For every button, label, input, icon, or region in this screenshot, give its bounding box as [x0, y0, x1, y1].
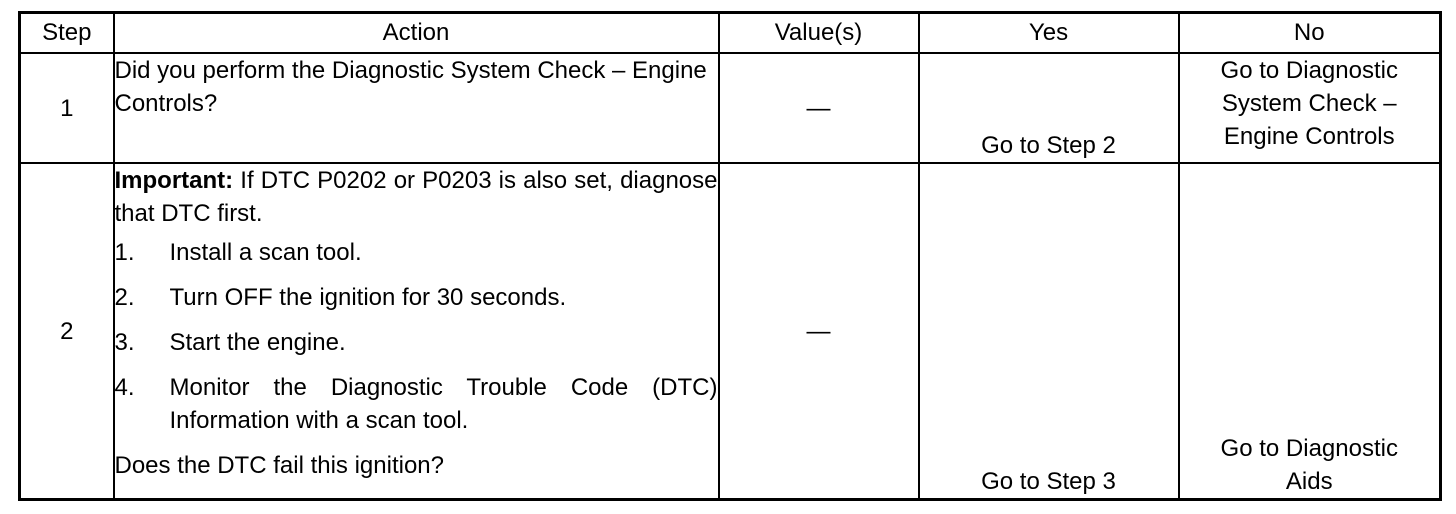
- no-cell: Go to Diagnostic Aids: [1179, 163, 1441, 499]
- value-cell: —: [719, 53, 919, 163]
- substep-number: 1.: [114, 239, 135, 267]
- header-yes: Yes: [919, 13, 1179, 54]
- diagnostic-table: [18, 11, 1442, 501]
- action-question: Did you perform the Diagnostic System Check – Engine Controls?: [114, 57, 707, 117]
- no-cell: Go to Diagnostic System Check – Engine Controls: [1179, 53, 1441, 163]
- step-number: 2: [20, 163, 114, 499]
- action-question: Does the DTC fail this ignition?: [114, 452, 444, 480]
- header-step: Step: [20, 13, 114, 54]
- substep-number: 4.: [114, 374, 135, 402]
- list-item: [115, 371, 718, 437]
- substep-text: Start the engine.: [169, 329, 346, 357]
- list-item: [115, 281, 718, 314]
- action-cell: [114, 163, 719, 499]
- step-number: 1: [20, 53, 114, 163]
- substep-list: [115, 236, 718, 437]
- action-cell: [114, 53, 719, 163]
- substep-number: 3.: [114, 329, 135, 357]
- header-row: [20, 13, 1441, 54]
- list-item: [115, 326, 718, 359]
- header-no: No: [1179, 13, 1441, 54]
- substep-text: Monitor the Diagnostic Trouble Code (DTC) Information with a scan tool.: [169, 374, 718, 435]
- table-row-step-1: [20, 53, 1441, 163]
- substep-text: Turn OFF the ignition for 30 seconds.: [169, 284, 567, 312]
- yes-cell: Go to Step 3: [919, 163, 1179, 499]
- header-action: Action: [114, 13, 719, 54]
- important-text: If DTC P0202 or P0203 is also set, diagnose that DTC first.: [114, 167, 718, 228]
- list-item: [115, 236, 718, 269]
- important-note: [115, 164, 718, 230]
- table-row-step-2: [20, 163, 1441, 499]
- substep-text: Install a scan tool.: [169, 239, 362, 267]
- substep-number: 2.: [114, 284, 135, 312]
- header-values: Value(s): [719, 13, 919, 54]
- value-cell: —: [719, 163, 919, 499]
- important-label: Important:: [114, 167, 234, 195]
- yes-cell: Go to Step 2: [919, 53, 1179, 163]
